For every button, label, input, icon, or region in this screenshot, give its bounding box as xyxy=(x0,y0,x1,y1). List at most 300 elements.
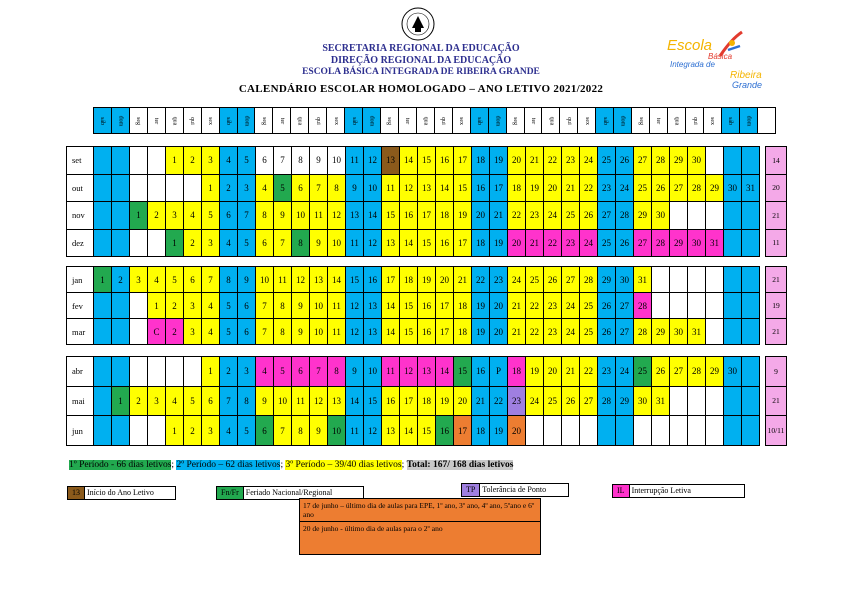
day-cell-empty xyxy=(616,416,634,446)
weekday-cell xyxy=(614,108,632,134)
day-cell: 13 xyxy=(364,319,382,345)
day-cell: 20 xyxy=(544,357,562,387)
day-cell: 12 xyxy=(364,416,382,446)
day-cell: 17 xyxy=(454,416,472,446)
key-inicio xyxy=(67,486,176,500)
day-cell: 10 xyxy=(364,174,382,202)
day-cell: 25 xyxy=(562,202,580,230)
day-cell-empty xyxy=(706,319,724,345)
day-cell: 2 xyxy=(184,229,202,257)
day-cell: 1 xyxy=(94,267,112,293)
day-cell: 18 xyxy=(508,174,526,202)
day-cell: 13 xyxy=(310,267,328,293)
day-cell-empty xyxy=(670,386,688,416)
day-cell: 9 xyxy=(292,319,310,345)
weekday-cell xyxy=(129,108,147,134)
day-cell: 23 xyxy=(544,293,562,319)
day-cell: 10 xyxy=(292,202,310,230)
day-cell: 27 xyxy=(598,202,616,230)
weekday-label: dom xyxy=(494,115,501,126)
day-cell: 30 xyxy=(634,386,652,416)
day-cell-empty xyxy=(94,319,112,345)
day-cell: 24 xyxy=(544,202,562,230)
day-cell: 24 xyxy=(616,174,634,202)
weekday-cell xyxy=(452,108,470,134)
month-row-out xyxy=(67,174,787,202)
day-cell: 2 xyxy=(184,416,202,446)
day-cell: 1 xyxy=(166,416,184,446)
day-cell: 15 xyxy=(364,386,382,416)
day-cell: 1 xyxy=(202,357,220,387)
day-cell: 27 xyxy=(616,293,634,319)
day-cell: 12 xyxy=(346,293,364,319)
day-cell-empty xyxy=(742,293,760,319)
day-cell: 6 xyxy=(256,147,274,175)
day-cell: 7 xyxy=(256,319,274,345)
day-cell-empty xyxy=(742,267,760,293)
day-cell: 26 xyxy=(544,267,562,293)
day-cell: 28 xyxy=(598,386,616,416)
day-cell: 11 xyxy=(328,293,346,319)
day-cell: 31 xyxy=(688,319,706,345)
month-row-jun xyxy=(67,416,787,446)
day-cell: 11 xyxy=(346,229,364,257)
month-row-fev xyxy=(67,293,787,319)
weekday-label: sáb xyxy=(225,116,232,125)
day-cell: 28 xyxy=(634,319,652,345)
day-cell-empty xyxy=(724,229,742,257)
note-17-junho: 17 de junho – último dia de aulas para EPE, 1º ano, 3º ano, 4º ano, 5ºano e 6º ano xyxy=(303,501,535,519)
day-cell: 24 xyxy=(562,319,580,345)
day-cell: C xyxy=(148,319,166,345)
day-cell-empty xyxy=(688,386,706,416)
day-cell: 5 xyxy=(166,267,184,293)
month-label: out xyxy=(67,174,94,202)
month-total: 21 xyxy=(766,202,787,230)
notes-box xyxy=(299,498,541,555)
weekday-cell xyxy=(668,108,686,134)
weekday-cell xyxy=(183,108,201,134)
day-cell: 19 xyxy=(490,147,508,175)
weekday-cell xyxy=(703,108,721,134)
day-cell: 1 xyxy=(166,147,184,175)
day-cell: 3 xyxy=(130,267,148,293)
day-cell: 22 xyxy=(544,147,562,175)
day-cell: 13 xyxy=(418,357,436,387)
day-cell-empty xyxy=(94,202,112,230)
weekday-cell xyxy=(560,108,578,134)
day-cell-empty xyxy=(724,267,742,293)
day-cell-empty xyxy=(670,202,688,230)
day-cell: 8 xyxy=(292,229,310,257)
day-cell: 8 xyxy=(256,202,274,230)
key-tolerancia-code: TP xyxy=(462,484,480,496)
weekday-label: qua xyxy=(296,116,303,125)
key-inicio-label: Início do Ano Letivo xyxy=(87,488,154,497)
weekday-cell xyxy=(381,108,399,134)
day-cell: 15 xyxy=(418,416,436,446)
day-cell: 4 xyxy=(256,174,274,202)
weekday-label: ter xyxy=(529,117,536,124)
day-cell: 29 xyxy=(598,267,616,293)
weekday-cell xyxy=(739,108,757,134)
month-row-abr xyxy=(67,357,787,387)
day-cell: 3 xyxy=(202,147,220,175)
logo-basica: Básica xyxy=(708,52,733,61)
day-cell: 28 xyxy=(688,357,706,387)
day-cell: 12 xyxy=(292,267,310,293)
day-cell: 28 xyxy=(580,267,598,293)
day-cell-empty xyxy=(652,293,670,319)
day-cell: 18 xyxy=(472,147,490,175)
weekday-label: seg xyxy=(135,116,142,125)
day-cell: 25 xyxy=(580,319,598,345)
day-cell: 8 xyxy=(328,174,346,202)
weekday-label: sex xyxy=(709,116,716,125)
day-cell-empty xyxy=(742,386,760,416)
day-cell-empty xyxy=(670,267,688,293)
day-cell: 19 xyxy=(454,202,472,230)
day-cell: 25 xyxy=(580,293,598,319)
month-label: jun xyxy=(67,416,94,446)
day-cell: 5 xyxy=(274,174,292,202)
month-label: set xyxy=(67,147,94,175)
day-cell: 25 xyxy=(526,267,544,293)
day-cell: 9 xyxy=(346,357,364,387)
weekday-label: sex xyxy=(583,116,590,125)
weekday-cell xyxy=(578,108,596,134)
month-label: mai xyxy=(67,386,94,416)
day-cell: 11 xyxy=(310,202,328,230)
day-cell: 8 xyxy=(328,357,346,387)
day-cell: 16 xyxy=(382,386,400,416)
day-cell: 7 xyxy=(274,416,292,446)
day-cell: 18 xyxy=(472,229,490,257)
weekday-cell xyxy=(632,108,650,134)
weekday-cell xyxy=(650,108,668,134)
day-cell: 22 xyxy=(490,386,508,416)
day-cell: 26 xyxy=(652,357,670,387)
day-cell: 27 xyxy=(670,174,688,202)
day-cell-empty xyxy=(670,416,688,446)
legend-period-1: 1º Período - 66 dias letivos xyxy=(69,460,172,470)
day-cell: 30 xyxy=(724,357,742,387)
day-cell: 6 xyxy=(220,202,238,230)
weekday-cell xyxy=(219,108,237,134)
day-cell: 29 xyxy=(652,319,670,345)
day-cell: 16 xyxy=(436,229,454,257)
day-cell: 21 xyxy=(490,202,508,230)
day-cell: 23 xyxy=(598,357,616,387)
day-cell-empty xyxy=(526,416,544,446)
day-cell-empty xyxy=(130,293,148,319)
weekday-header xyxy=(93,107,776,134)
day-cell: 2 xyxy=(220,357,238,387)
day-cell: 13 xyxy=(418,174,436,202)
weekday-cell xyxy=(291,108,309,134)
day-cell: 23 xyxy=(544,319,562,345)
day-cell: 14 xyxy=(382,319,400,345)
day-cell: 15 xyxy=(454,174,472,202)
day-cell-empty xyxy=(130,416,148,446)
day-cell: 12 xyxy=(364,147,382,175)
day-cell: 10 xyxy=(310,293,328,319)
weekday-cell xyxy=(524,108,542,134)
day-cell-empty xyxy=(148,174,166,202)
day-cell: 25 xyxy=(598,147,616,175)
day-cell-empty xyxy=(742,229,760,257)
day-cell: 24 xyxy=(580,229,598,257)
day-cell-empty xyxy=(544,416,562,446)
day-cell: 20 xyxy=(472,202,490,230)
day-cell: 23 xyxy=(508,386,526,416)
weekday-label: ter xyxy=(404,117,411,124)
day-cell: 3 xyxy=(166,202,184,230)
day-cell: 9 xyxy=(310,147,328,175)
day-cell-empty xyxy=(130,147,148,175)
day-cell: 28 xyxy=(652,229,670,257)
weekday-label: seg xyxy=(637,116,644,125)
day-cell: 2 xyxy=(130,386,148,416)
day-cell: 10 xyxy=(364,357,382,387)
weekday-label: qui xyxy=(691,116,698,125)
day-cell: 12 xyxy=(364,229,382,257)
day-cell: 22 xyxy=(472,267,490,293)
day-cell-empty xyxy=(724,147,742,175)
day-cell: 4 xyxy=(148,267,166,293)
day-cell: 10 xyxy=(328,416,346,446)
day-cell-empty xyxy=(94,174,112,202)
day-cell: 6 xyxy=(256,229,274,257)
day-cell: 22 xyxy=(508,202,526,230)
day-cell: 6 xyxy=(184,267,202,293)
logo-integrada: Integrada de xyxy=(670,60,715,69)
day-cell-empty xyxy=(112,147,130,175)
day-cell: 16 xyxy=(436,416,454,446)
day-cell: 21 xyxy=(454,267,472,293)
weekday-cell xyxy=(345,108,363,134)
day-cell: 17 xyxy=(382,267,400,293)
day-cell: 26 xyxy=(616,229,634,257)
day-cell: 23 xyxy=(526,202,544,230)
day-cell-empty xyxy=(742,202,760,230)
weekday-label: seg xyxy=(512,116,519,125)
month-label: abr xyxy=(67,357,94,387)
weekday-cell xyxy=(309,108,327,134)
day-cell: 11 xyxy=(292,386,310,416)
month-total: 21 xyxy=(766,319,787,345)
weekday-cell xyxy=(147,108,165,134)
day-cell: 20 xyxy=(436,267,454,293)
day-cell: 20 xyxy=(508,229,526,257)
day-cell: 15 xyxy=(418,147,436,175)
weekday-cell xyxy=(327,108,345,134)
key-tolerancia xyxy=(461,483,569,497)
day-cell: 25 xyxy=(598,229,616,257)
key-interrupcao xyxy=(612,484,745,498)
day-cell: 31 xyxy=(706,229,724,257)
day-cell-empty xyxy=(724,416,742,446)
day-cell: 7 xyxy=(220,386,238,416)
day-cell: 14 xyxy=(382,293,400,319)
day-cell: 26 xyxy=(562,386,580,416)
day-cell: 17 xyxy=(436,293,454,319)
day-cell-empty xyxy=(112,357,130,387)
day-cell: 31 xyxy=(652,386,670,416)
month-total: 19 xyxy=(766,293,787,319)
day-cell: 16 xyxy=(472,357,490,387)
logo-grande: Grande xyxy=(732,80,763,90)
day-cell: 9 xyxy=(256,386,274,416)
weekday-cell xyxy=(165,108,183,134)
day-cell: 5 xyxy=(184,386,202,416)
day-cell: 24 xyxy=(580,147,598,175)
day-cell: 14 xyxy=(400,147,418,175)
day-cell: 18 xyxy=(472,416,490,446)
day-cell: 2 xyxy=(112,267,130,293)
day-cell-empty xyxy=(652,267,670,293)
day-cell: 24 xyxy=(562,293,580,319)
day-cell: 4 xyxy=(220,147,238,175)
day-cell: 11 xyxy=(346,147,364,175)
day-cell-empty xyxy=(166,357,184,387)
day-cell: 1 xyxy=(112,386,130,416)
day-cell: 19 xyxy=(526,174,544,202)
day-cell: 5 xyxy=(220,293,238,319)
day-cell-empty xyxy=(166,174,184,202)
day-cell: 11 xyxy=(346,416,364,446)
day-cell-empty xyxy=(742,416,760,446)
day-cell-empty xyxy=(112,229,130,257)
weekday-label: dom xyxy=(745,115,752,126)
day-cell: 18 xyxy=(418,386,436,416)
day-cell: 21 xyxy=(526,147,544,175)
legend-period-2: 2º Período – 62 dias letivos xyxy=(176,460,281,470)
day-cell: 14 xyxy=(400,416,418,446)
day-cell: 9 xyxy=(310,416,328,446)
day-cell-empty xyxy=(130,174,148,202)
day-cell: 17 xyxy=(454,229,472,257)
day-cell-empty xyxy=(112,416,130,446)
day-cell: 17 xyxy=(454,147,472,175)
day-cell-empty xyxy=(148,357,166,387)
day-cell: 11 xyxy=(382,357,400,387)
day-cell: 29 xyxy=(706,174,724,202)
weekday-cell xyxy=(94,108,112,134)
key-feriado-code: Fn/Fr xyxy=(217,487,244,499)
header-secretaria: SECRETARIA REGIONAL DA EDUCAÇÃO xyxy=(322,43,520,54)
day-cell: 16 xyxy=(400,202,418,230)
month-total: 14 xyxy=(766,147,787,175)
day-cell: 21 xyxy=(472,386,490,416)
day-cell: 7 xyxy=(274,229,292,257)
day-cell-empty xyxy=(670,293,688,319)
weekday-label: qui xyxy=(440,116,447,125)
day-cell: 27 xyxy=(580,386,598,416)
day-cell: 15 xyxy=(400,293,418,319)
page-title: CALENDÁRIO ESCOLAR HOMOLOGADO – ANO LETIVO 2021/2022 xyxy=(238,83,604,95)
weekday-cell xyxy=(255,108,273,134)
day-cell: 6 xyxy=(292,174,310,202)
month-total: 11 xyxy=(766,229,787,257)
weekday-label: sáb xyxy=(99,116,106,125)
day-cell: 18 xyxy=(454,319,472,345)
weekday-cell xyxy=(685,108,703,134)
weekday-cell xyxy=(596,108,614,134)
day-cell: 11 xyxy=(382,174,400,202)
weekday-label: dom xyxy=(242,115,249,126)
weekday-cell xyxy=(273,108,291,134)
day-cell: 19 xyxy=(490,229,508,257)
day-cell: 24 xyxy=(616,357,634,387)
day-cell-empty xyxy=(130,357,148,387)
day-cell: 4 xyxy=(220,229,238,257)
month-label: fev xyxy=(67,293,94,319)
day-cell: 7 xyxy=(310,357,328,387)
day-cell: 17 xyxy=(418,202,436,230)
day-cell: 5 xyxy=(220,319,238,345)
day-cell: 20 xyxy=(490,319,508,345)
day-cell: 10 xyxy=(328,147,346,175)
day-cell: 30 xyxy=(670,319,688,345)
day-cell: 19 xyxy=(418,267,436,293)
day-cell-empty xyxy=(598,416,616,446)
day-cell: 27 xyxy=(634,229,652,257)
day-cell: 14 xyxy=(346,386,364,416)
key-inicio-code: 13 xyxy=(68,487,85,499)
weekday-cell xyxy=(488,108,506,134)
day-cell: 4 xyxy=(220,416,238,446)
day-cell: 15 xyxy=(418,229,436,257)
day-cell: 28 xyxy=(652,147,670,175)
day-cell-empty xyxy=(148,416,166,446)
day-cell: 3 xyxy=(184,319,202,345)
day-cell: 9 xyxy=(292,293,310,319)
day-cell: 5 xyxy=(202,202,220,230)
day-cell: 17 xyxy=(400,386,418,416)
day-cell-empty xyxy=(94,293,112,319)
day-cell-empty xyxy=(130,229,148,257)
day-cell: 26 xyxy=(652,174,670,202)
day-cell: 23 xyxy=(562,229,580,257)
day-cell: 12 xyxy=(346,319,364,345)
day-cell: 16 xyxy=(418,319,436,345)
day-cell-empty xyxy=(148,147,166,175)
day-cell: 10 xyxy=(310,319,328,345)
day-cell: 14 xyxy=(364,202,382,230)
day-cell: 27 xyxy=(616,319,634,345)
day-cell: 30 xyxy=(688,229,706,257)
day-cell: 6 xyxy=(256,416,274,446)
day-cell: 8 xyxy=(274,293,292,319)
day-cell: 26 xyxy=(580,202,598,230)
header-direcao: DIREÇÃO REGIONAL DA EDUCAÇÃO xyxy=(330,55,512,66)
day-cell: 3 xyxy=(148,386,166,416)
day-cell: 13 xyxy=(346,202,364,230)
day-cell: 28 xyxy=(616,202,634,230)
day-cell: 27 xyxy=(670,357,688,387)
day-cell: 13 xyxy=(328,386,346,416)
day-cell: 29 xyxy=(634,202,652,230)
weekday-cell xyxy=(721,108,739,134)
day-cell: 23 xyxy=(562,147,580,175)
day-cell-empty xyxy=(724,202,742,230)
day-cell: 17 xyxy=(490,174,508,202)
day-cell: 15 xyxy=(346,267,364,293)
day-cell-empty xyxy=(580,416,598,446)
day-cell-empty xyxy=(184,357,202,387)
weekday-cell xyxy=(416,108,434,134)
